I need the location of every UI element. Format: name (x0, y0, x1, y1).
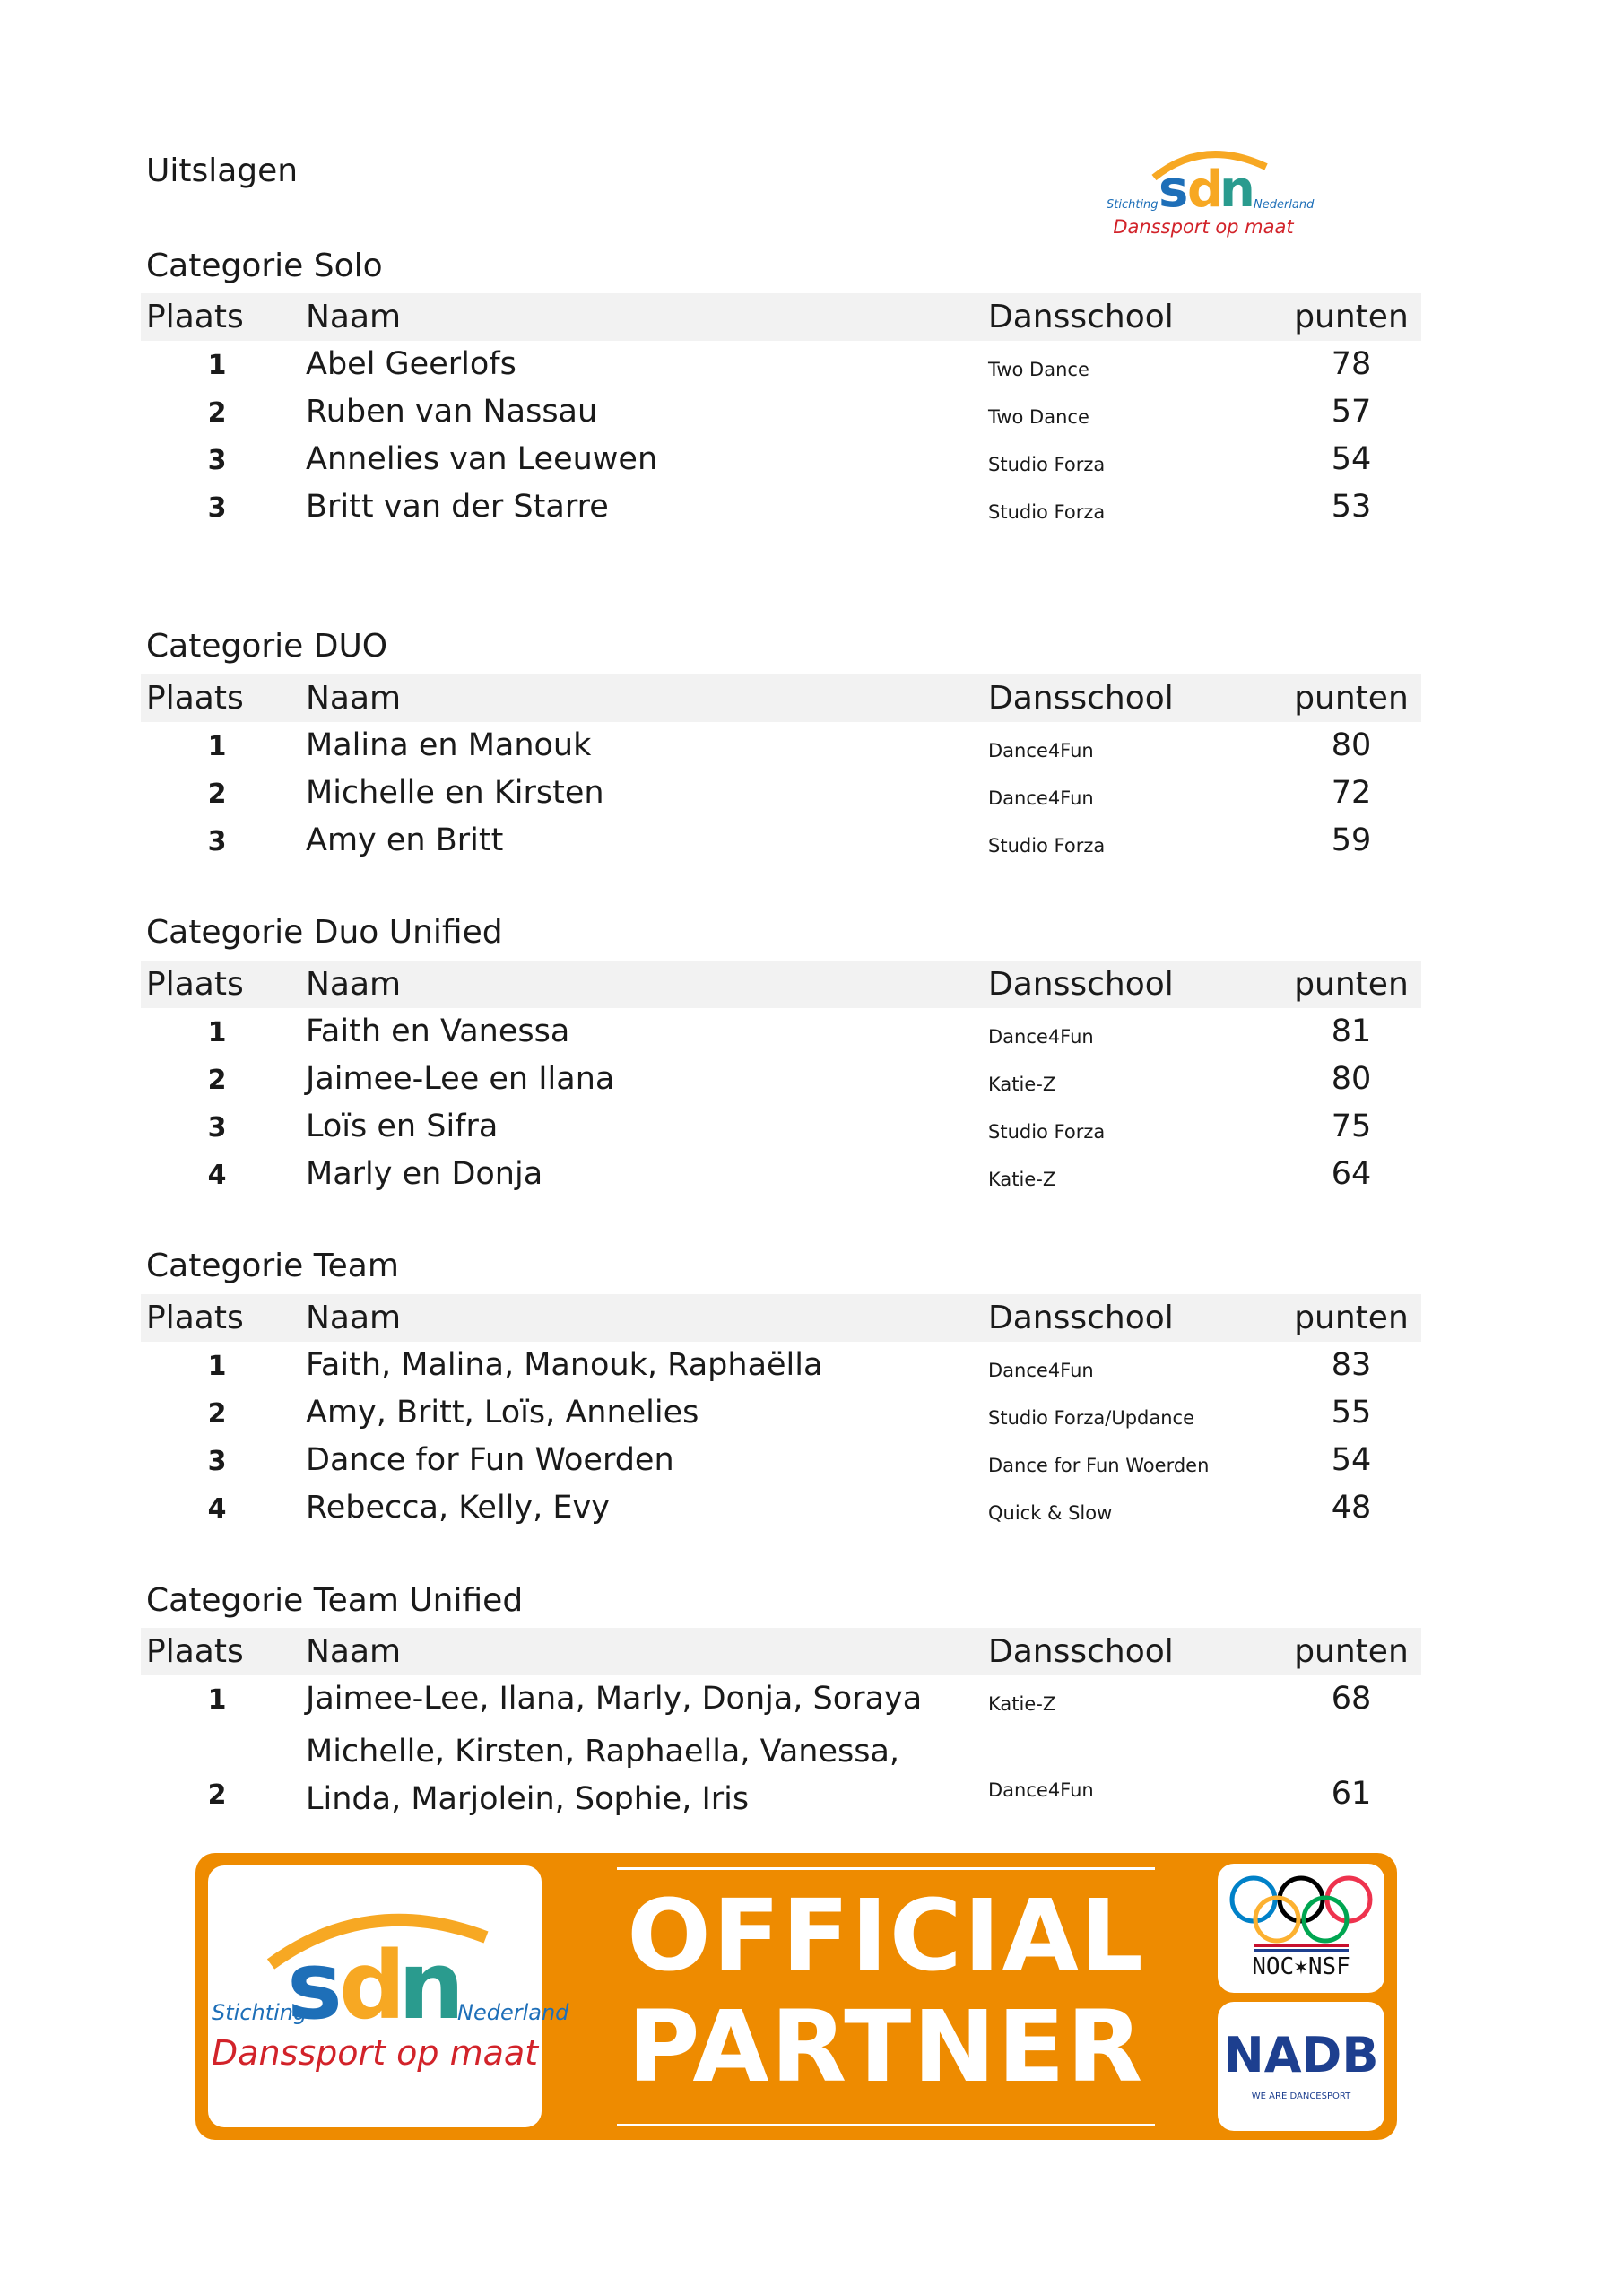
cell-dansschool: Dance4Fun (988, 740, 1094, 761)
header-naam: Naam (306, 966, 402, 1003)
page-title: Uitslagen (146, 152, 299, 189)
cell-plaats: 2 (207, 778, 227, 810)
cell-punten: 61 (1331, 1776, 1372, 1812)
cell-plaats: 4 (207, 1160, 227, 1191)
banner-logo-right-text: Nederland (457, 2000, 569, 2025)
table-row (141, 817, 1421, 865)
cell-naam: Michelle, Kirsten, Raphaella, Vanessa, Linda, Marjolein, Sophie, Iris (306, 1734, 900, 1817)
table-header (141, 674, 1421, 722)
table-row (141, 1723, 1421, 1818)
cell-dansschool: Dance4Fun (988, 1026, 1094, 1048)
cell-dansschool: Two Dance (988, 406, 1089, 428)
table-row (141, 483, 1421, 531)
cell-punten: 83 (1331, 1347, 1372, 1383)
official-partner-banner (195, 1853, 1397, 2140)
cell-dansschool: Dance4Fun (988, 1779, 1094, 1801)
logo-left-text: Stichting (1107, 198, 1159, 212)
banner-sdn-logo (208, 1866, 569, 2127)
cell-naam: Malina en Manouk (306, 727, 592, 763)
table-row (141, 1675, 1421, 1723)
cell-plaats: 3 (207, 445, 227, 476)
cell-punten: 78 (1331, 346, 1372, 382)
svg-text:n: n (1219, 161, 1255, 219)
results-table (141, 1628, 1421, 1818)
cell-plaats: 1 (207, 1017, 227, 1048)
nadb-label: NADB (1223, 2027, 1379, 2083)
cell-naam: Michelle en Kirsten (306, 775, 604, 811)
noc-nsf-label: NOC✶NSF (1252, 1953, 1350, 1980)
header-plaats: Plaats (146, 1300, 244, 1336)
category-title: Categorie Team (146, 1248, 399, 1284)
logo-right-text: Nederland (1254, 198, 1315, 212)
cell-naam: Loïs en Sifra (306, 1109, 499, 1144)
cell-plaats: 3 (207, 1446, 227, 1477)
partner-text: PARTNER (627, 1989, 1145, 2104)
cell-naam: Rebecca, Kelly, Evy (306, 1490, 610, 1526)
svg-text:s: s (287, 1931, 343, 2040)
cell-punten: 53 (1331, 489, 1372, 525)
results-table (141, 1294, 1421, 1532)
category-title: Categorie Solo (146, 248, 383, 284)
cell-naam: Jaimee-Lee en Ilana (306, 1061, 615, 1097)
table-row (141, 1437, 1421, 1484)
cell-naam: Faith en Vanessa (306, 1013, 570, 1049)
table-row (141, 1151, 1421, 1198)
cell-punten: 48 (1331, 1490, 1372, 1526)
cell-plaats: 1 (207, 1684, 227, 1716)
cell-dansschool: Katie-Z (988, 1693, 1056, 1715)
table-row (141, 1389, 1421, 1437)
svg-text:d: d (339, 1931, 406, 2040)
category-title: Categorie Team Unified (146, 1582, 524, 1619)
table-row (141, 1056, 1421, 1103)
header-punten: punten (1294, 680, 1409, 717)
cell-dansschool: Two Dance (988, 359, 1089, 380)
olympic-rings-icon (1218, 1864, 1384, 1953)
table-header (141, 1294, 1421, 1342)
header-plaats: Plaats (146, 1633, 244, 1670)
cell-plaats: 2 (207, 397, 227, 429)
cell-punten: 54 (1331, 1442, 1372, 1478)
cell-plaats: 4 (207, 1493, 227, 1525)
header-dansschool: Dansschool (988, 1300, 1174, 1336)
cell-dansschool: Studio Forza (988, 501, 1106, 523)
nadb-subtitle: WE ARE DANCESPORT (1251, 2092, 1351, 2101)
cell-punten: 59 (1331, 822, 1372, 858)
header-naam: Naam (306, 680, 402, 717)
cell-punten: 80 (1331, 727, 1372, 763)
header-plaats: Plaats (146, 966, 244, 1003)
nadb-logo (1218, 2002, 1384, 2131)
cell-plaats: 3 (207, 1112, 227, 1144)
cell-punten: 72 (1331, 775, 1372, 811)
cell-plaats: 1 (207, 1351, 227, 1382)
cell-dansschool: Dance4Fun (988, 787, 1094, 809)
logo-tagline: Danssport op maat (1113, 216, 1294, 238)
header-dansschool: Dansschool (988, 299, 1174, 335)
table-row (141, 770, 1421, 817)
table-header (141, 961, 1421, 1008)
sdn-logo (1105, 142, 1315, 249)
table-row (141, 388, 1421, 436)
results-table (141, 674, 1421, 865)
banner-divider (617, 1867, 1155, 1870)
cell-naam: Dance for Fun Woerden (306, 1442, 674, 1478)
cell-dansschool: Studio Forza (988, 1121, 1106, 1143)
header-dansschool: Dansschool (988, 1633, 1174, 1670)
cell-dansschool: Quick & Slow (988, 1502, 1113, 1524)
noc-nsf-logo (1218, 1864, 1384, 1993)
cell-naam: Abel Geerlofs (306, 346, 516, 382)
table-row (141, 722, 1421, 770)
table-header (141, 1628, 1421, 1675)
cell-dansschool: Studio Forza/Updance (988, 1407, 1195, 1429)
cell-plaats: 2 (207, 1398, 227, 1430)
header-plaats: Plaats (146, 680, 244, 717)
results-table (141, 961, 1421, 1198)
table-row (141, 1342, 1421, 1389)
header-punten: punten (1294, 966, 1409, 1003)
banner-divider (617, 2124, 1155, 2126)
table-row (141, 436, 1421, 483)
table-row (141, 1103, 1421, 1151)
cell-plaats: 1 (207, 731, 227, 762)
header-plaats: Plaats (146, 299, 244, 335)
header-punten: punten (1294, 299, 1409, 335)
cell-dansschool: Dance for Fun Woerden (988, 1455, 1210, 1476)
cell-dansschool: Katie-Z (988, 1074, 1056, 1095)
category-title: Categorie DUO (146, 628, 388, 665)
header-naam: Naam (306, 1300, 402, 1336)
category-title: Categorie Duo Unified (146, 914, 503, 951)
svg-text:d: d (1187, 161, 1224, 219)
header-naam: Naam (306, 299, 402, 335)
cell-punten: 57 (1331, 394, 1372, 430)
cell-naam: Faith, Malina, Manouk, Raphaëlla (306, 1347, 823, 1383)
cell-punten: 55 (1331, 1395, 1372, 1431)
banner-logo-left-text: Stichting (212, 2000, 308, 2025)
cell-punten: 68 (1331, 1681, 1372, 1717)
cell-punten: 81 (1331, 1013, 1372, 1049)
header-naam: Naam (306, 1633, 402, 1670)
svg-text:n: n (398, 1931, 465, 2040)
cell-plaats: 2 (207, 1779, 227, 1811)
header-dansschool: Dansschool (988, 966, 1174, 1003)
cell-naam: Marly en Donja (306, 1156, 543, 1192)
cell-dansschool: Katie-Z (988, 1169, 1056, 1190)
header-punten: punten (1294, 1300, 1409, 1336)
cell-plaats: 2 (207, 1065, 227, 1096)
cell-punten: 80 (1331, 1061, 1372, 1097)
svg-text:s: s (1159, 161, 1189, 219)
cell-naam: Britt van der Starre (306, 489, 609, 525)
cell-naam: Jaimee-Lee, Ilana, Marly, Donja, Soraya (306, 1681, 923, 1717)
table-row (141, 1008, 1421, 1056)
banner-logo-tagline: Danssport op maat (211, 2033, 539, 2073)
cell-naam: Amy, Britt, Loïs, Annelies (306, 1395, 699, 1431)
cell-plaats: 3 (207, 826, 227, 857)
table-row (141, 341, 1421, 388)
results-table (141, 293, 1421, 531)
cell-punten: 75 (1331, 1109, 1372, 1144)
official-text: OFFICIAL (627, 1878, 1145, 1993)
cell-dansschool: Dance4Fun (988, 1360, 1094, 1381)
cell-plaats: 3 (207, 492, 227, 524)
cell-naam: Ruben van Nassau (306, 394, 598, 430)
cell-naam: Annelies van Leeuwen (306, 441, 658, 477)
table-header (141, 293, 1421, 341)
header-punten: punten (1294, 1633, 1409, 1670)
cell-punten: 64 (1331, 1156, 1372, 1192)
cell-naam: Amy en Britt (306, 822, 504, 858)
cell-plaats: 1 (207, 350, 227, 381)
header-dansschool: Dansschool (988, 680, 1174, 717)
cell-dansschool: Studio Forza (988, 454, 1106, 475)
table-row (141, 1484, 1421, 1532)
cell-dansschool: Studio Forza (988, 835, 1106, 857)
cell-punten: 54 (1331, 441, 1372, 477)
